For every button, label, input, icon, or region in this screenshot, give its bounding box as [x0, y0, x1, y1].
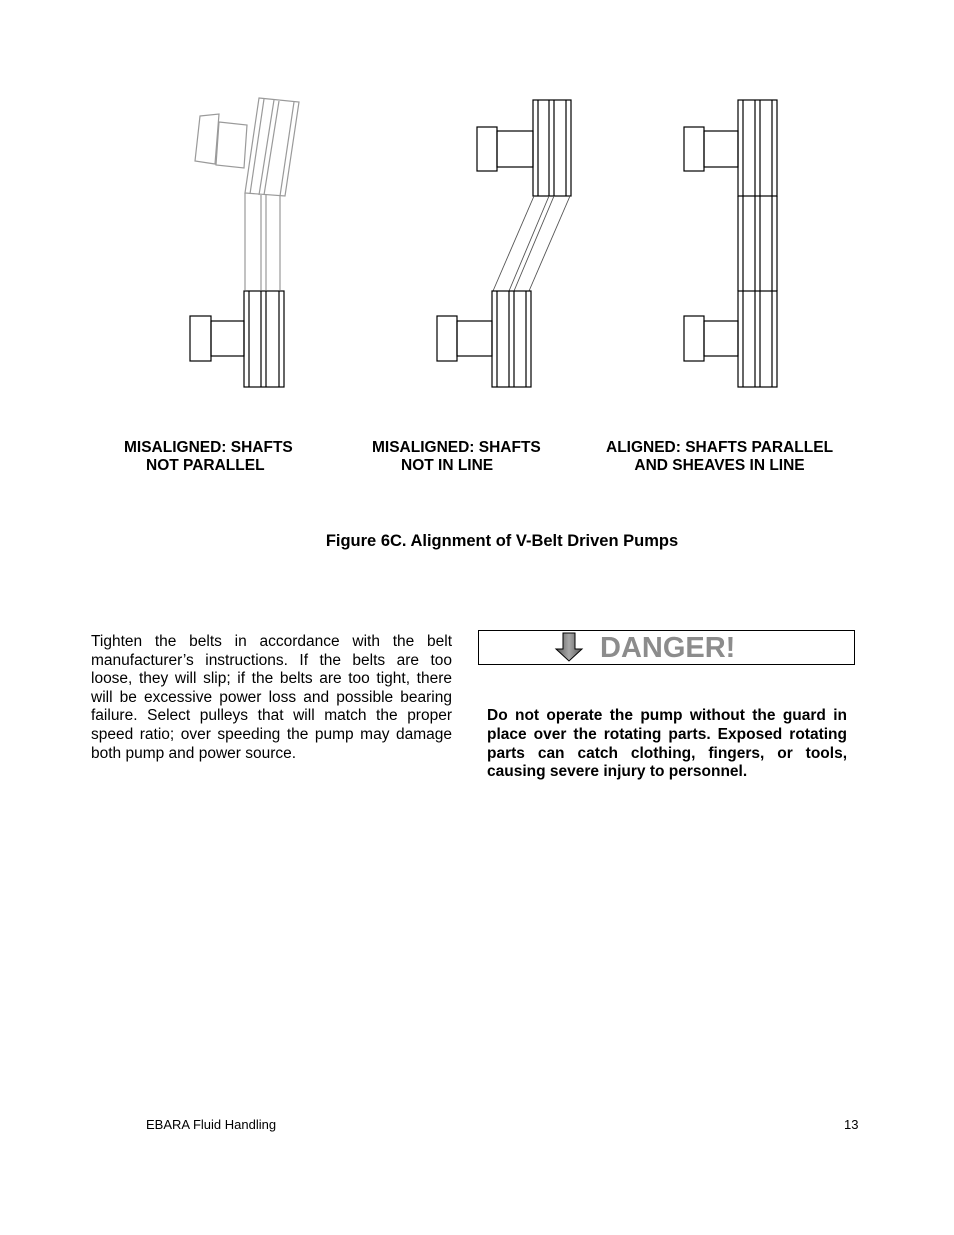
guard-warning-text: Do not operate the pump without the guard in place over the rotating parts. Exposed rotating parts can catch clothing, fingers, or tools, causing severe injury to personnel.: [487, 707, 847, 781]
caption-line: MISALIGNED: SHAFTS: [124, 439, 293, 456]
caption-line: NOT IN LINE: [401, 457, 494, 474]
panel-not-in-line-drawing: [437, 100, 571, 387]
figure-title: Figure 6C. Alignment of V-Belt Driven Pumps: [325, 532, 679, 550]
page-number: 13: [844, 1117, 859, 1132]
danger-label: DANGER!: [600, 632, 736, 664]
caption-aligned: [606, 439, 833, 475]
danger-banner: [478, 630, 855, 665]
panel-not-parallel-drawing: [190, 98, 299, 387]
caption-line: AND SHEAVES IN LINE: [634, 457, 805, 474]
down-arrow-icon: [554, 632, 584, 662]
panel-aligned-drawing: [684, 100, 777, 387]
caption-line: MISALIGNED: SHAFTS: [372, 439, 541, 456]
footer-company: EBARA Fluid Handling: [146, 1117, 277, 1132]
belt-alignment-drawing: [0, 0, 954, 420]
belt-instructions-paragraph: Tighten the belts in accordance with the belt manufacturer’s instructions. If the belts are too loose, they will slip; if the belts are too tight, there will be excessive power loss and possible bearing failure. Select pulleys that will match the proper speed ratio; over speeding the pump may damage both pump and power source.: [91, 633, 452, 762]
caption-not-parallel: [124, 439, 293, 475]
caption-line: NOT PARALLEL: [146, 457, 265, 474]
belt-alignment-diagram: [0, 0, 954, 420]
caption-line: ALIGNED: SHAFTS PARALLEL: [606, 439, 834, 456]
caption-not-in-line: [372, 439, 541, 475]
